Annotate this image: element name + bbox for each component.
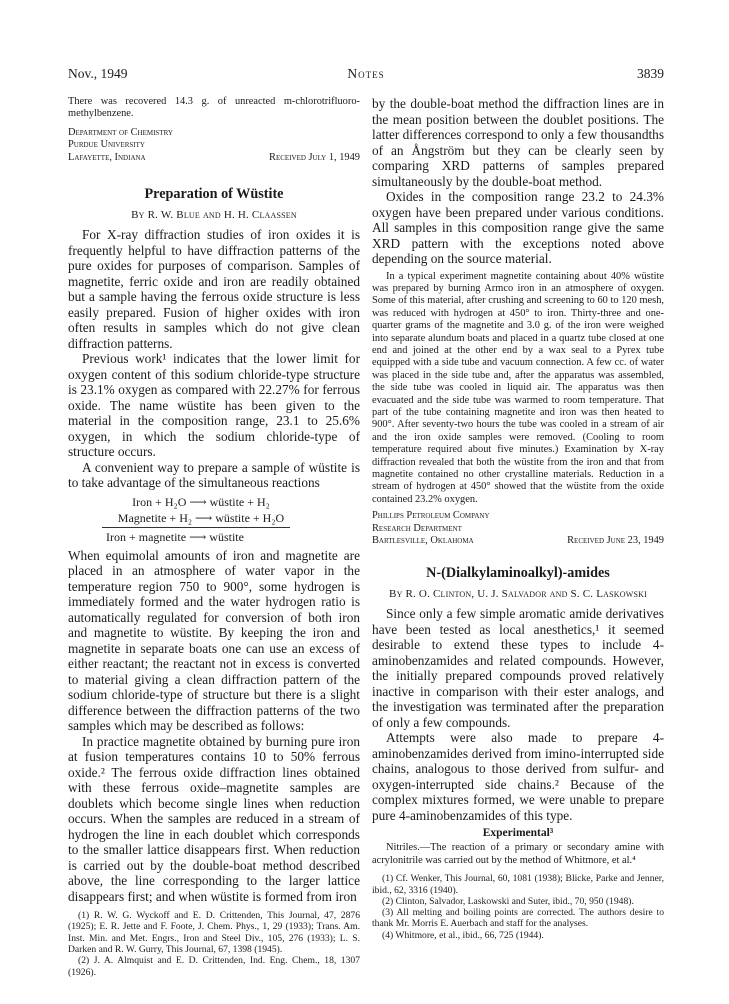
footnotes (68, 910, 360, 978)
section-heading: Experimental³ (482, 827, 554, 840)
paragraph: Since only a few simple aromatic amide derivatives have been tested as local anesthetics,¹ it seemed desirable to extend these types to include 4-aminobenzamides and related compounds. However, the initially prepared compounds proved relatively inactive in comparison with their ester analogs, and the investigation was terminated after the preparation of only a few compounds. (372, 606, 664, 730)
footnote: (2) J. A. Almquist and E. D. Crittenden, Ind. Eng. Chem., 18, 1307 (1926). (68, 955, 360, 978)
paragraph: Previous work¹ indicates that the lower limit for oxygen content of this sodium chloride-type structure is 23.1% oxygen as compared with 22.27% for ferrous oxide. The name wüstite has been given to the material in the composition range, 23.1 to 25.6% oxygen, in which the sodium chloride-type of structure occurs. (68, 351, 360, 460)
equation-rule (102, 527, 290, 528)
article-byline: By R. O. Clinton, U. J. Salvador and S. C. Laskowski (389, 588, 647, 601)
affiliation-line: Department of Chemistry (68, 126, 173, 138)
paragraph: In practice magnetite obtained by burning pure iron at fusion temperatures contains 10 to 50% ferrous oxide.² The ferrous oxide diffraction lines obtained with these ferrous oxide–magnetite samples are doublets which become single lines when reduction occurs. When the samples are reduced in a stream of hydrogen the line in each doublet which corresponds to the smaller lattice disappears first. When reduction is carried out by the double-boat method described above, the line corresponding to the larger lattice disappears first; and when wüstite is formed from iron (68, 733, 360, 904)
affiliation-line: Lafayette, Indiana (68, 151, 146, 163)
footnote: (1) Cf. Wenker, This Journal, 60, 1081 (1938); Blicke, Parke and Jenner, ibid., 62, 3316 (1940). (372, 873, 664, 896)
equation-sum: Iron + magnetite ⟶ wüstite (106, 529, 244, 544)
affiliation-block (372, 510, 664, 547)
equation: Magnetite + H₂ ⟶ wüstite + H₂O (117, 510, 285, 525)
paragraph: Oxides in the composition range 23.2 to 24.3% oxygen have been prepared under various conditions. All samples in this composition range give the same XRD pattern with the exceptions noted above depending on the source material. (372, 189, 664, 266)
paragraph: A convenient way to prepare a sample of wüstite is to take advantage of the simultaneous reactions (68, 459, 360, 491)
header-section: Notes (347, 66, 385, 81)
page-number: 3839 (637, 66, 664, 81)
footnote: (4) Whitmore, et al., ibid., 66, 725 (1944). (382, 929, 544, 941)
article-title: N-(Dialkylaminoalkyl)-amides (426, 565, 610, 582)
equation: Iron + H₂O ⟶ wüstite + H₂ (132, 494, 270, 509)
right-column (372, 96, 664, 941)
paragraph: Attempts were also made to prepare 4-aminobenzamides derived from imino-interrupted side chains, analogous to those derived from sulfur- and oxygen-interrupted side chains.² Because of the complex mixtures formed, we were unable to prepare pure 4-aminobenzamides of this type. (372, 730, 664, 823)
paragraph: For X-ray diffraction studies of iron oxides it is frequently helpful to have diffraction patterns of the pure oxides for purposes of comparison. Samples of magnetite, ferric oxide and iron are readily obtained but a sample having the ferrous oxide structure is less easily prepared. Fusion of higher oxides with iron often results in samples which do not give clean diffraction patterns. (68, 227, 360, 351)
footnotes (372, 873, 664, 941)
experimental-paragraph: Nitriles.—The reaction of a primary or secondary amine with acrylonitrile was carried out by the method of Whitmore, et al.⁴ (372, 842, 664, 866)
affiliation-line: Phillips Petroleum Company (372, 510, 490, 522)
running-header (68, 66, 664, 86)
received-date: Received June 23, 1949 (567, 535, 664, 547)
left-column (68, 96, 360, 978)
article-byline: By R. W. Blue and H. H. Claassen (131, 209, 297, 222)
carryover-text: There was recovered 14.3 g. of unreacted m-chlorotrifluoro-methylbenzene. (68, 96, 360, 120)
footnote: (3) All melting and boiling points are corrected. The authors desire to thank Mr. Morris E. Auerbach and staff for the analyses. (372, 907, 664, 930)
affiliation-line: Bartlesville, Oklahoma (372, 535, 474, 547)
paragraph: When equimolal amounts of iron and magnetite are placed in an atmosphere of water vapor in the temperature region 750 to 900°, some hydrogen is immediately formed and the water hydrogen ratio is automatically regulated for conversion of both iron and magnetite to wüstite. By keeping the iron and magnetite in separate boats one can use an excess of either reactant; the reactant not in excess is converted to material giving a clean diffraction pattern of the sodium chloride-type of structure but there is a slight difference between the diffraction patterns of the two samples which may be described as follows: (68, 547, 360, 734)
affiliation-block (68, 127, 360, 164)
paragraph: by the double-boat method the diffraction lines are in the mean position between the doublet positions. The latter differences correspond to only a few thousandths of an Ångström but they can be clearly seen by comparing XRD patterns of samples prepared simultaneously by the double-boat method. (372, 96, 664, 189)
article-title: Preparation of Wüstite (144, 186, 284, 203)
received-date: Received July 1, 1949 (269, 151, 360, 163)
header-date: Nov., 1949 (68, 66, 128, 81)
reaction-equations (106, 494, 360, 545)
affiliation-line: Research Department (372, 522, 462, 534)
affiliation-line: Purdue University (68, 139, 145, 151)
footnote: (1) R. W. G. Wyckoff and E. D. Crittenden, This Journal, 47, 2876 (1925); E. R. Jette and F. Foote, J. Chem. Phys., 1, 29 (1933); Trans. Am. Inst. Min. and Met. Engrs., Iron and Steel Div., 105, 276 (1933); L. S. Darken and R. W. Gurry, This Journal, 67, 1398 (1945). (68, 910, 360, 955)
footnote: (2) Clinton, Salvador, Laskowski and Suter, ibid., 70, 950 (1948). (382, 895, 634, 907)
experimental-paragraph: In a typical experiment magnetite containing about 40% wüstite was prepared by burning Armco iron in an atmosphere of oxygen. Some of this material, after crushing and screening to 60 to 120 mesh, was reduced with hydrogen at 450° to iron. Thirty-three and one-quarter grams of the magnetite and 3.0 g. of the iron were weighed into separate alundum boats and placed in a quartz tube closed at one end and joined at the other end by a wax seal to a Pyrex tube equipped with a side tube and vacuum connection. A few cc. of water was placed in the side tube and, after the apparatus was assembled, the side tube was cooled in liquid air. The apparatus was then evacuated and the side tube was warmed to room temperature. That part of the tube containing magnetite and iron was then heated to 900°. After seventy-two hours the tube was cooled in a stream of air and the iron oxide samples were removed. (Cooling to room temperature required about five minutes.) Examination by X-ray diffraction revealed that both the wüstite from the iron and that from magnetite contained no other crystalline materials. Reduction in a stream of hydrogen at 450° showed that the wüstite from the oxide contained 23.2% oxygen. (372, 270, 664, 505)
